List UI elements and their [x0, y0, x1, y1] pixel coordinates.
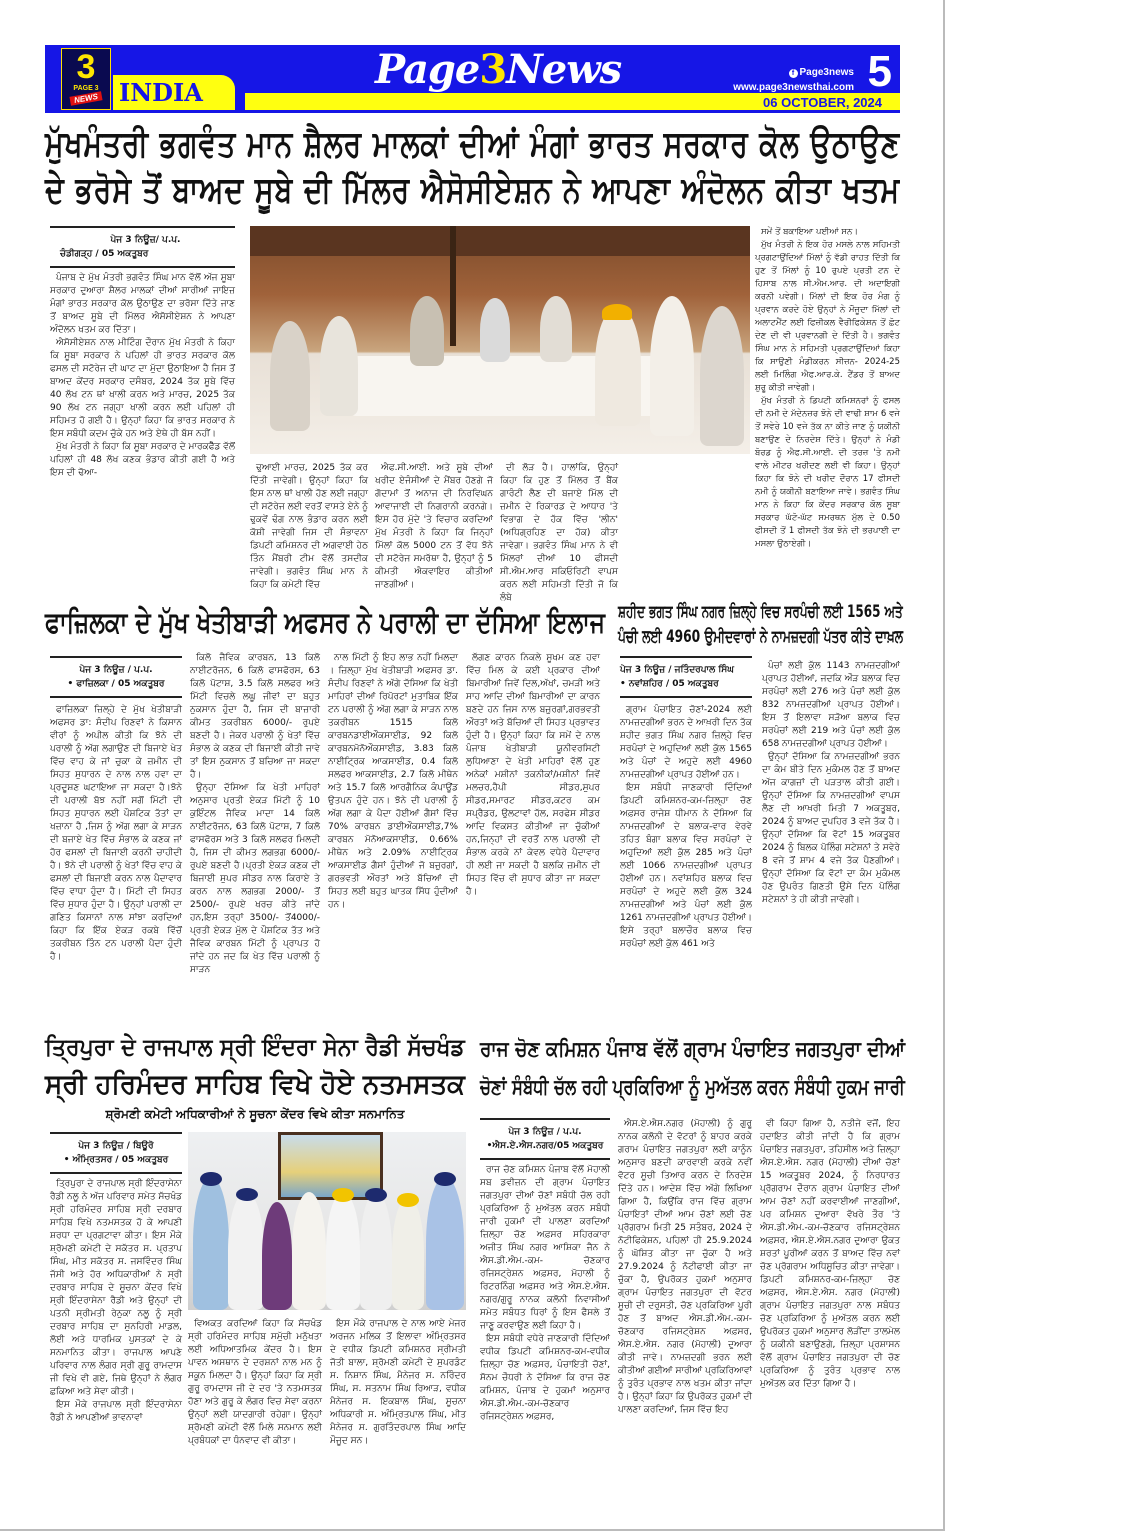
newspaper-title — [375, 46, 622, 93]
paragraph: ਇਸ ਮੌਕੇ ਰਾਜਪਾਲ ਦੇ ਨਾਲ ਆਏ ਮੇਜਰ ਅਰਜਨ ਮਲਿਕ ਤੋਂ ਇਲਾਵਾ ਅੰਮ੍ਰਿਤਸਰ ਦੇ ਵਧੀਕ ਡਿਪਟੀ ਕਮਿਸ਼ਨਰ ਸ੍ਰੀਮਤੀ ਜੋਤੀ ਬਾਲਾ, ਸ਼੍ਰੋਮਣੀ ਕਮੇਟੀ ਦੇ ਸੁਪਰਡੰਟ ਸ. ਨਿਸ਼ਾਨ ਸਿੰਘ, ਮੈਨੇਜਰ ਸ. ਨਰਿੰਦਰ ਸਿੰਘ, ਸ. ਸਤਨਾਮ ਸਿੰਘ ਰਿਆੜ, ਵਧੀਕ ਮੈਨੇਜਰ ਸ. ਇਕਬਾਲ ਸਿੰਘ, ਸੂਚਨਾ ਅਧਿਕਾਰੀ ਸ. ਅੰਮ੍ਰਿਤਪਾਲ ਸਿੰਘ, ਮੀਤ ਮੈਨੇਜਰ ਸ. ਗੁਰਤਿੰਦਰਪਾਲ ਸਿੰਘ ਆਦਿ ਮੌਜੂਦ ਸਨ। — [330, 1319, 466, 1446]
article4-column — [188, 1318, 322, 1474]
article1-column — [755, 226, 900, 590]
logo-news: NEWS — [69, 91, 102, 105]
article5-byline — [480, 1118, 610, 1160]
paragraph: ਕਿਲੋ ਜੈਵਿਕ ਕਾਰਬਨ, 13 ਕਿਲੋ ਨਾਈਟਰੋਜਨ, 6 ਕਿਲੋ ਫਾਸਫੋਰਸ, 63 ਕਿਲੋ ਪੋਟਾਸ਼, 3.5 ਕਿਲੋ ਸਲਫਰ ਅਤੇ ਮਿੱਟੀ ਵਿਚਲੇ ਲਘੂ ਜੀਵਾਂ ਦਾ ਬਹੁਤ ਨੁਕਸਾਨ ਹੁੰਦਾ ਹੈ, ਜਿਸ ਦੀ ਬਾਜ਼ਾਰੀ ਕੀਮਤ ਤਕਰੀਬਨ 6000/- ਰੁਪਏ ਬਣਦੀ ਹੈ। ਜੇਕਰ ਪਰਾਲੀ ਨੂੰ ਖੇਤਾਂ ਵਿੱਚ ਸੰਭਾਲ ਕੇ ਕਣਕ ਦੀ ਬਿਜਾਈ ਕੀਤੀ ਜਾਵੇ ਤਾਂ ਇਸ ਨੁਕਸਾਨ ਤੋਂ ਬਚਿਆ ਜਾ ਸਕਦਾ ਹੈ। — [190, 653, 320, 780]
article2-column — [466, 652, 600, 1016]
page-number: 5 — [867, 47, 892, 96]
paragraph: ਤ੍ਰਿਪੁਰਾ ਦੇ ਰਾਜਪਾਲ ਸ੍ਰੀ ਇੰਦਰਾਸੇਨਾ ਰੈਡੀ ਨਲੂ ਨੇ ਅੱਜ ਪਰਿਵਾਰ ਸਮੇਤ ਸੱਚਖੰਡ ਸ੍ਰੀ ਹਰਿਮੰਦਰ ਸਾਹਿਬ ਸ੍ਰੀ ਦਰਬਾਰ ਸਾਹਿਬ ਵਿਖੇ ਨਤਮਸਤਕ ਹੋ ਕੇ ਆਪਣੀ ਸ਼ਰਧਾ ਦਾ ਪ੍ਰਗਟਾਵਾ ਕੀਤਾ। ਇਸ ਮੌਕੇ ਸ਼੍ਰੋਮਣੀ ਕਮੇਟੀ ਦੇ ਸਕੱਤਰ ਸ. ਪ੍ਰਤਾਪ ਸਿੰਘ, ਮੀਤ ਸਕੱਤਰ ਸ. ਜਸਵਿੰਦਰ ਸਿੰਘ ਜੱਸੀ ਅਤੇ ਹੋਰ ਅਧਿਕਾਰੀਆਂ ਨੇ ਸ੍ਰੀ ਦਰਬਾਰ ਸਾਹਿਬ ਦੇ ਸੂਚਨਾ ਕੇਂਦਰ ਵਿਖੇ ਸ੍ਰੀ ਇੰਦਰਾਸੇਨਾ ਰੈਡੀ ਅਤੇ ਉਨ੍ਹਾਂ ਦੀ ਪਤਨੀ ਸ੍ਰੀਮਤੀ ਰੇਨੁਕਾ ਨਲੂ ਨੂੰ ਸ੍ਰੀ ਦਰਬਾਰ ਸਾਹਿਬ ਦਾ ਸੁਨਹਿਰੀ ਮਾਡਲ, ਲੋਈ ਅਤੇ ਧਾਰਮਿਕ ਪੁਸਤਕਾਂ ਦੇ ਕੇ ਸਨਮਾਨਿਤ ਕੀਤਾ। ਰਾਜਪਾਲ ਆਪਣੇ ਪਰਿਵਾਰ ਨਾਲ ਲੰਗਰ ਸ੍ਰੀ ਗੁਰੂ ਰਾਮਦਾਸ ਜੀ ਵਿਖੇ ਵੀ ਗਏ, ਜਿਥੇ ਉਨ੍ਹਾਂ ਨੇ ਲੰਗਰ ਛਕਿਆ ਅਤੇ ਸੇਵਾ ਕੀਤੀ। — [50, 1179, 182, 1397]
section-label: INDIA — [113, 75, 235, 110]
article5-column — [760, 1118, 900, 1469]
article2-column — [328, 652, 458, 1016]
title-part: Page — [375, 46, 480, 93]
paragraph: ਨਾਲ ਮਿੱਟੀ ਨੂੰ ਇਹ ਲਾਭ ਨਹੀਂ ਮਿਲਦਾ । ਜ਼ਿਲ੍ਹਾ ਮੁੱਖ ਖੇਤੀਬਾੜੀ ਅਫਸਰ ਡਾ. ਸੰਦੀਪ ਰਿਣਵਾਂ ਨੇ ਅੱਗੇ ਦੱਸਿਆ ਕਿ ਖੇਤੀ ਮਾਹਿਰਾਂ ਦੀਆਂ ਰਿਪੋਰਟਾਂ ਮੁਤਾਬਿਕ ਇੱਕ ਟਨ ਪਰਾਲੀ ਨੂੰ ਅੱਗ ਲਗਾ ਕੇ ਸਾੜਨ ਨਾਲ ਤਕਰੀਬਨ 1515 ਕਿਲੋ ਕਾਰਬਨਡਾਈਔਕਸਾਈਡ, 92 ਕਿਲੋ ਕਾਰਬਨਮੋਨੋਔਕਸਾਈਡ, 3.83 ਕਿਲੋ ਨਾਈਟ੍ਰਿਕ ਆਕਸਾਈਡ, 0.4 ਕਿਲੋ ਸਲਫਰ ਆਕਸਾਈਡ, 2.7 ਕਿਲੋ ਮੀਥੇਨ ਅਤੇ 15.7 ਕਿਲੋ ਆਰਗੈਨਿਕ ਕੰਪਾਊਂਡ ਉਤਪਨ ਹੁੰਦੇ ਹਨ। ਝੋਨੇ ਦੀ ਪਰਾਲੀ ਨੂੰ ਅੱਗ ਲਗਾ ਕੇ ਪੈਦਾ ਹੋਈਆਂ ਗੈਸਾਂ ਵਿੱਚ 70% ਕਾਰਬਨ ਡਾਈਔਕਸਾਈਡ,7% ਕਾਰਬਨ ਮੋਨੋਆਕਸਾਈਡ, 0.66% ਮੀਥੇਨ ਅਤੇ 2.09% ਨਾਈਟ੍ਰਿਕ ਆਕਸਾਈਡ ਗੈਸਾਂ ਹੁੰਦੀਆਂ ਜੋ ਬਜ਼ੁਰਗਾਂ, ਗਰਭਵਤੀ ਔਰਤਾਂ ਅਤੇ ਬੱਚਿਆਂ ਦੀ ਸਿਹਤ ਲਈ ਬਹੁਤ ਘਾਤਕ ਸਿੱਧ ਹੁੰਦੀਆਂ ਹਨ। — [328, 653, 458, 910]
paragraph: ਮੁੱਖ ਮੰਤਰੀ ਨੇ ਕਿਹਾ ਕਿ ਸੂਬਾ ਸਰਕਾਰ ਦੇ ਮਾਰਕਫੈੱਡ ਵੱਲੋਂ ਪਹਿਲਾਂ ਹੀ 48 ਲੱਖ ਕਣਕ ਭੰਡਾਰ ਕੀਤੀ ਗਈ ਹੈ ਅਤੇ ਇਸ ਦੀ ਢੋਆ- — [50, 442, 235, 478]
dateline: • ਫਾਜ਼ਿਲਕਾ / 05 ਅਕਤੂਬਰ — [67, 679, 165, 689]
paragraph: ਰਾਜ ਚੋਣ ਕਮਿਸ਼ਨ ਪੰਜਾਬ ਵੱਲੋਂ ਮੋਹਾਲੀ ਸਬ ਡਵੀਜ਼ਨ ਦੀ ਗ੍ਰਾਮ ਪੰਚਾਇਤ ਜਗਤਪੁਰਾ ਦੀਆਂ ਚੋਣਾਂ ਸਬੰਧੀ ਚੱਲ ਰਹੀ ਪ੍ਰਕਿਰਿਆ ਨੂੰ ਮੁਅੱਤਲ ਕਰਨ ਸਬੰਧੀ ਜਾਰੀ ਹੁਕਮਾਂ ਦੀ ਪਾਲਣਾ ਕਰਦਿਆਂ ਜ਼ਿਲ੍ਹਾ ਚੋਣ ਅਫ਼ਸਰ ਸਹਿਰਕਾਰਾ ਅਜੀਤ ਸਿੰਘ ਨਗਰ ਆਸ਼ਿਕਾ ਜੈਨ ਨੇ ਐਸ.ਡੀ.ਐਮ.-ਕਮ- ਚੋਣਕਾਰ ਰਜਿਸਟ੍ਰੇਸ਼ਨ ਅਫ਼ਸਰ, ਮੋਹਾਲੀ ਨੂੰ ਰਿਟਰਨਿੰਗ ਅਫ਼ਸਰ ਅਤੇ ਐਸ.ਏ.ਐਸ. ਨਗਰ/ਗੁਰੂ ਨਾਨਕ ਕਲੋਨੀ ਨਿਵਾਸੀਆਂ ਸਮੇਤ ਸਬੰਧਤ ਧਿਰਾਂ ਨੂੰ ਇਸ ਫੈਸਲੇ ਤੋਂ ਜਾਣੂ ਕਰਵਾਉਣ ਲਈ ਕਿਹਾ ਹੈ। — [480, 1165, 610, 1331]
byline-agency: ਪੇਜ 3 ਨਿਊਜ਼ / ਬਿਊਰੋ — [78, 1141, 154, 1151]
article4-subheadline — [45, 1106, 465, 1122]
page3-logo — [61, 48, 111, 110]
title-part: News — [506, 46, 622, 93]
article1-headline — [45, 122, 900, 214]
golden-temple-honour-photo — [188, 1132, 466, 1310]
article5-column — [618, 1118, 752, 1469]
article2-byline — [50, 656, 182, 698]
paragraph: ਉਨ੍ਹਾ ਦੱਸਿਆ ਕਿ ਖੇਤੀ ਮਾਹਿਰਾਂ ਅਨੁਸਾਰ ਪ੍ਰਤੀ ਏਕੜ ਮਿੱਟੀ ਨੂੰ 10 ਕੁਇੰਟਲ ਜੈਵਿਕ ਮਾਦਾ 14 ਕਿਲੋ ਨਾਈਟਰੋਜਨ, 63 ਕਿਲੋ ਪੋਟਾਸ਼, 7 ਕਿਲੋ ਫਾਸਫੋਰਸ ਅਤੇ 3 ਕਿਲੋ ਸਲਫਰ ਮਿਲਦੀ ਹੈ, ਜਿਸ ਦੀ ਕੀਮਤ ਲਗਭਗ 6000/- ਰੁਪਏ ਬਣਦੀ ਹੈ।ਪ੍ਰਤੀ ਏਕੜ ਕਣਕ ਦੀ ਬਿਜਾਈ ਸੁਪਰ ਸੀਡਰ ਨਾਲ ਕਿਰਾਏ ਤੇ ਕਰਨ ਨਾਲ ਲਗਭਗ 2000/- ਤੋਂ 2500/- ਰੁਪਏ ਖਰਚ ਕੀਤੇ ਜਾਂਦੇ ਹਨ,ਇਸ ਤਰ੍ਹਾਂ 3500/- ਤੋਂ4000/-ਪ੍ਰਤੀ ਏਕੜ ਮੁੱਲ ਦੇ ਪੌਸ਼ਟਿਕ ਤੱਤ ਅਤੇ ਜੈਵਿਕ ਕਾਰਬਨ ਮਿੱਟੀ ਨੂੰ ਪ੍ਰਾਪਤ ਹੋ ਜਾਂਦੇ ਹਨ ਜਦ ਕਿ ਖੇਤ ਵਿੱਚ ਪਰਾਲੀ ਨੂੰ ਸਾੜਨ — [190, 783, 320, 975]
paragraph: ਪੰਚਾਂ ਲਈ ਕੁੱਲ 1143 ਨਾਮਜ਼ਦਗੀਆਂ ਪ੍ਰਾਪਤ ਹੋਈਆਂ, ਜਦਕਿ ਔੜ ਬਲਾਕ ਵਿਚ ਸਰਪੰਚਾਂ ਲਈ 276 ਅਤੇ ਪੰਚਾਂ ਲਈ ਕੁੱਲ 832 ਨਾਮਜ਼ਦਗੀਆਂ ਪ੍ਰਾਪਤ ਹੋਈਆਂ। ਇਸ ਤੋਂ ਇਲਾਵਾ ਸੜੋਆ ਬਲਾਕ ਵਿਚ ਸਰਪੰਚਾਂ ਲਈ 219 ਅਤੇ ਪੰਚਾਂ ਲਈ ਕੁੱਲ 658 ਨਾਮਜ਼ਦਗੀਆਂ ਪ੍ਰਾਪਤ ਹੋਈਆਂ। — [762, 661, 900, 749]
paragraph: ਐਸੋਸੀਏਸ਼ਨ ਨਾਲ ਮੀਟਿੰਗ ਦੌਰਾਨ ਮੁੱਖ ਮੰਤਰੀ ਨੇ ਕਿਹਾ ਕਿ ਸੂਬਾ ਸਰਕਾਰ ਨੇ ਪਹਿਲਾਂ ਹੀ ਭਾਰਤ ਸਰਕਾਰ ਕੋਲ ਫਸਲ ਦੀ ਸਟੋਰੇਜ ਦੀ ਘਾਟ ਦਾ ਮੁੱਦਾ ਉਠਾਇਆ ਹੈ ਜਿਸ ਤੋਂ ਬਾਅਦ ਕੇਂਦਰ ਸਰਕਾਰ ਦਸੰਬਰ, 2024 ਤੱਕ ਸੂਬੇ ਵਿੱਚ 40 ਲੱਖ ਟਨ ਥਾਂ ਖਾਲੀ ਕਰਨ ਅਤੇ ਮਾਰਚ, 2025 ਤੱਕ 90 ਲੱਖ ਟਨ ਜਗ੍ਹਾ ਖਾਲੀ ਕਰਨ ਲਈ ਪਹਿਲਾਂ ਹੀ ਸਹਿਮਤ ਹੋ ਗਈ ਹੈ। ਉਨ੍ਹਾਂ ਕਿਹਾ ਕਿ ਭਾਰਤ ਸਰਕਾਰ ਨੇ ਇਸ ਸਬੰਧੀ ਕਦਮ ਚੁੱਕੇ ਹਨ ਅਤੇ ਏਥੇ ਹੀ ਬੱਸ ਨਹੀਂ। — [50, 338, 235, 439]
article1-column — [500, 462, 618, 603]
logo-number: 3 — [76, 48, 96, 86]
paragraph: ਇਸ ਸਬੰਧੀ ਜਾਣਕਾਰੀ ਦਿੰਦਿਆਂ ਡਿਪਟੀ ਕਮਿਸ਼ਨਰ-ਕਮ-ਜ਼ਿਲ੍ਹਾ ਚੋਣ ਅਫ਼ਸਰ ਰਾਜੇਸ਼ ਧੀਮਾਨ ਨੇ ਦੱਸਿਆ ਕਿ ਨਾਮਜ਼ਦਗੀਆਂ ਦੇ ਬਲਾਕ-ਵਾਰ ਵੇਰਵੇ ਤਹਿਤ ਬੰਗਾ ਬਲਾਕ ਵਿਚ ਸਰਪੰਚਾਂ ਦੇ ਅਹੁਦਿਆਂ ਲਈ ਕੁੱਲ 285 ਅਤੇ ਪੰਚਾਂ ਲਈ 1066 ਨਾਮਜ਼ਦਗੀਆਂ ਪ੍ਰਾਪਤ ਹੋਈਆਂ ਹਨ। ਨਵਾਂਸ਼ਹਿਰ ਬਲਾਕ ਵਿਚ ਸਰਪੰਚਾਂ ਦੇ ਅਹੁਦੇ ਲਈ ਕੁੱਲ 324 ਨਾਮਜ਼ਦਗੀਆਂ ਅਤੇ ਪੰਚਾਂ ਲਈ ਕੁੱਲ 1261 ਨਾਮਜ਼ਦਗੀਆਂ ਪ੍ਰਾਪਤ ਹੋਈਆਂ। ਇਸੇ ਤਰ੍ਹਾਂ ਬਲਾਚੌਰ ਬਲਾਕ ਵਿਚ ਸਰਪੰਚਾਂ ਲਈ ਕੁੱਲ 461 ਅਤੇ — [620, 783, 752, 949]
masthead — [45, 45, 900, 113]
logo-sub: PAGE 3 — [73, 85, 99, 92]
paragraph: ਇਸ ਮੌਕੇ ਰਾਜਪਾਲ ਸ੍ਰੀ ਇੰਦਰਾਸੇਨਾ ਰੈਡੀ ਨੇ ਆਪਣੀਆਂ ਭਾਵਨਾਵਾਂ — [50, 1400, 182, 1423]
paragraph: ਫਾਜ਼ਿਲਕਾ ਜ਼ਿਲ੍ਹੇ ਦੇ ਮੁੱਖ ਖੇਤੀਬਾੜੀ ਅਫਸਰ ਡਾ: ਸੰਦੀਪ ਰਿਣਵਾਂ ਨੇ ਕਿਸਾਨ ਵੀਰਾਂ ਨੂੰ ਅਪੀਲ ਕੀਤੀ ਕਿ ਝੋਨੇ ਦੀ ਪਰਾਲੀ ਨੂੰ ਅੱਗ ਲਗਾਉਣ ਦੀ ਬਿਜਾਏ ਖੇਤ ਵਿੱਚ ਵਾਹ ਕੇ ਜਾਂ ਚੁਕਾ ਕੇ ਜ਼ਮੀਨ ਦੀ ਸਿਹਤ ਸੁਧਾਰਨ ਦੇ ਨਾਲ ਨਾਲ ਹਵਾ ਦਾ ਪ੍ਰਦੂਸ਼ਣ ਘਟਾਇਆ ਜਾ ਸਕਦਾ ਹੈ।ਝੋਨੇ ਦੀ ਪਰਾਲੀ ਬੋਝ ਨਹੀਂ ਸਗੋਂ ਮਿੱਟੀ ਦੀ ਸਿਹਤ ਸੁਧਾਰਨ ਲਈ ਪੌਸ਼ਟਿਕ ਤੱਤਾਂ ਦਾ ਖਜ਼ਾਨਾ ਹੈ ,ਜਿਸ ਨੂੰ ਅੱਗ ਲਗਾ ਕੇ ਸਾੜਨ ਦੀ ਬਜਾਏ ਖੇਤ ਵਿੱਚ ਸੰਭਾਲ ਕੇ ਕਣਕ ਜਾਂ ਹੋਰ ਫਸਲਾਂ ਦੀ ਬਿਜਾਈ ਕਰਨੀ ਚਾਹੀਦੀ ਹੈ। ਝੋਨੇ ਦੀ ਪਰਾਲੀ ਨੂੰ ਖੇਤਾਂ ਵਿੱਚ ਵਾਹ ਕੇ ਫਸਲਾਂ ਦੀ ਬਿਜਾਈ ਕਰਨ ਨਾਲ ਪੈਦਾਵਾਰ ਵਿੱਚ ਵਾਧਾ ਹੁੰਦਾ ਹੈ। ਮਿੱਟੀ ਦੀ ਸਿਹਤ ਵਿੱਚ ਸੁਧਾਰ ਹੁੰਦਾ ਹੈ। ਉਨ੍ਹਾਂ ਪਰਾਲੀ ਦਾ ਗਣਿਤ ਕਿਸਾਨਾਂ ਨਾਲ ਸਾਂਝਾ ਕਰਦਿਆਂ ਕਿਹਾ ਕਿ ਇੱਕ ਏਕੜ ਰਕਬੇ ਵਿੱਚੋਂ ਤਕਰੀਬਨ ਤਿੰਨ ਟਨ ਪਰਾਲੀ ਪੈਦਾ ਹੁੰਦੀ ਹੈ। — [50, 705, 182, 962]
article3-byline — [620, 656, 752, 698]
headline-line: ਚੋਣਾਂ ਸੰਬੰਧੀ ਚੱਲ ਰਹੀ ਪ੍ਰਕਿਰਿਆ ਨੂੰ ਮੁਅੱਤਲ ਕਰਨ ਸੰਬੰਧੀ ਹੁਕਮ ਜਾਰੀ — [480, 1075, 905, 1099]
article3-column — [762, 660, 900, 1011]
paragraph: ਸਮੇਂ ਤੋਂ ਬਕਾਇਆ ਪਈਆਂ ਸਨ। — [761, 227, 859, 237]
meeting-photo — [250, 226, 750, 454]
paragraph: ਮੁੱਖ ਮੰਤਰੀ ਨੇ ਇਕ ਹੋਰ ਮਸਲੇ ਨਾਲ ਸਹਿਮਤੀ ਪ੍ਰਗਟਾਉਂਦਿਆਂ ਮਿੱਲਾਂ ਨੂੰ ਵੱਡੀ ਰਾਹਤ ਦਿੱਤੀ ਕਿ ਹੁਣ ਤੋਂ ਮਿੱਲਾਂ ਨੂੰ 10 ਰੁਪਏ ਪ੍ਰਤੀ ਟਨ ਦੇ ਹਿਸਾਬ ਨਾਲ ਸੀ.ਐਮ.ਆਰ. ਦੀ ਅਦਾਇਗੀ ਕਰਨੀ ਪਵੇਗੀ। ਮਿੱਲਾਂ ਦੀ ਇਕ ਹੋਰ ਮੰਗ ਨੂੰ ਪ੍ਰਵਾਨ ਕਰਦੇ ਹੋਏ ਉਨ੍ਹਾਂ ਨੇ ਮੌਜੂਦਾ ਮਿੱਲਾਂ ਦੀ ਅਲਾਟਮੈਂਟ ਲਈ ਫਿਜ਼ੀਕਲ ਵੈਰੀਫਿਕੇਸ਼ਨ ਤੋਂ ਛੋਟ ਦੇਣ ਦੀ ਵੀ ਪ੍ਰਵਾਨਗੀ ਦੇ ਦਿੱਤੀ ਹੈ। ਭਗਵੰਤ ਸਿੰਘ ਮਾਨ ਨੇ ਸਹਿਮਤੀ ਪ੍ਰਗਟਾਉਂਦਿਆਂ ਕਿਹਾ ਕਿ ਸਾਉਣੀ ਮੰਡੀਕਰਨ ਸੀਜ਼ਨ- 2024-25 ਲਈ ਮਿਲਿੰਗ ਐਫ.ਆਰ.ਕੇ. ਟੈਂਡਰ ਤੋਂ ਬਾਅਦ ਸ਼ੁਰੂ ਕੀਤੀ ਜਾਵੇਗੀ। — [755, 240, 900, 393]
article4-headline — [45, 1028, 465, 1104]
headline-line: ਸ੍ਰੀ ਹਰਿਮੰਦਰ ਸਾਹਿਬ ਵਿਖੇ ਹੋਏ ਨਤਮਸਤਕ — [45, 1069, 465, 1100]
headline-line: ਪੰਚੀ ਲਈ 4960 ਉਮੀਦਵਾਰਾਂ ਨੇ ਨਾਮਜ਼ਦਗੀ ਪੱਤਰ ਕੀਤੇ ਦਾਖ਼ਲ — [618, 627, 904, 647]
paragraph: ਮੁੱਖ ਮੰਤਰੀ ਨੇ ਡਿਪਟੀ ਕਮਿਸ਼ਨਰਾਂ ਨੂੰ ਫਸਲ ਦੀ ਨਮੀ ਦੇ ਮੱਦੇਨਜ਼ਰ ਝੋਨੇ ਦੀ ਵਾਢੀ ਸ਼ਾਮ 6 ਵਜੇ ਤੋਂ ਸਵੇਰੇ 10 ਵਜੇ ਤੱਕ ਨਾ ਕੀਤੇ ਜਾਣ ਨੂੰ ਯਕੀਨੀ ਬਣਾਉਣ ਦੇ ਨਿਰਦੇਸ਼ ਦਿੱਤੇ। ਉਨ੍ਹਾਂ ਨੇ ਮੰਡੀ ਬੋਰਡ ਨੂੰ ਐਫ.ਸੀ.ਆਈ. ਦੀ ਤਰਜ਼ 'ਤੇ ਨਮੀ ਵਾਲੇ ਮੀਟਰ ਖਰੀਦਣ ਲਈ ਵੀ ਕਿਹਾ। ਉਨ੍ਹਾਂ ਕਿਹਾ ਕਿ ਝੋਨੇ ਦੀ ਖਰੀਦ ਦੌਰਾਨ 17 ਫੀਸਦੀ ਨਮੀ ਨੂੰ ਯਕੀਨੀ ਬਣਾਇਆ ਜਾਵੇ। ਭਗਵੰਤ ਸਿੰਘ ਮਾਨ ਨੇ ਕਿਹਾ ਕਿ ਕੇਂਦਰ ਸਰਕਾਰ ਕੋਲ ਸੂਬਾ ਸਰਕਾਰ ਘੱਟੋ-ਘੱਟ ਸਮਰਥਨ ਮੁੱਲ ਦੇ 0.50 ਫੀਸਦੀ ਤੋਂ 1 ਫੀਸਦੀ ਤੱਕ ਝੋਨੇ ਦੀ ਭਰਪਾਈ ਦਾ ਮਸਲਾ ਉਠਾਏਗੀ। — [755, 396, 900, 549]
headline-line: ਮੁੱਖਮੰਤਰੀ ਭਗਵੰਤ ਮਾਨ ਸ਼ੈਲਰ ਮਾਲਕਾਂ ਦੀਆਂ ਮੰਗਾਂ ਭਾਰਤ ਸਰਕਾਰ ਕੋਲ ਉਠਾਉਣ — [45, 124, 900, 165]
article5-column — [480, 1164, 610, 1476]
website-url: www.page3newsthai.com — [733, 82, 854, 93]
byline-agency: ਪੇਜ 3 ਨਿਊਜ਼/ ਪ.ਪ. — [110, 235, 181, 245]
byline-agency: ਪੇਜ 3 ਨਿਊਜ਼ / ਜਤਿੰਦਰਪਾਲ ਸਿੰਘ — [620, 665, 734, 675]
paragraph: ਲੱਗਣ ਕਾਰਨ ਨਿਕਲੇ ਸੂਖਮ ਕਣ ਹਵਾ ਵਿੱਚ ਮਿਲ ਕੇ ਕਈ ਪ੍ਰਕਾਰ ਦੀਆਂ ਬਿਮਾਰੀਆਂ ਜਿਵੇਂ ਦਿਲ,ਅੱਖਾਂ, ਚਮੜੀ ਅਤੇ ਸਾਹ ਆਦਿ ਦੀਆਂ ਬਿਮਾਰੀਆਂ ਦਾ ਕਾਰਨ ਬਣਦੇ ਹਨ ਜਿਸ ਨਾਲ ਬਜ਼ੁਰਗਾਂ,ਗਰਭਵਤੀ ਔਰਤਾਂ ਅਤੇ ਬੱਚਿਆਂ ਦੀ ਸਿਹਤ ਪ੍ਰਭਾਵਤ ਹੁੰਦੀ ਹੈ। ਉਨ੍ਹਾਂ ਕਿਹਾ ਕਿ ਸਮੇਂ ਦੇ ਨਾਲ ਪੰਜਾਬ ਖੇਤੀਬਾੜੀ ਯੂਨੀਵਰਸਿਟੀ ਲੁਧਿਆਣਾ ਦੇ ਖੇਤੀ ਮਾਹਿਰਾਂ ਵੱਲੋਂ ਹੁਣ ਅਨੇਕਾਂ ਮਸ਼ੀਨਾਂ ਤਕਨੀਕਾਂ/ਮਸ਼ੀਨਾਂ ਜਿਵੇਂ ਮਲਚਰ,ਹੈਪੀ ਸੀਡਰ,ਸੁਪਰ ਸੀਡਰ,ਸਮਾਰਟ ਸੀਡਰ,ਕਟਰ ਕਮ ਸਪ੍ਰੈਡਰ, ਉਲਟਾਵਾਂ ਹੱਲ, ਸਰਫੇਸ ਸੀਡਰ ਆਦਿ ਵਿਕਸਤ ਕੀਤੀਆਂ ਜਾ ਚੁੱਕੀਆਂ ਹਨ,ਜਿਨ੍ਹਾਂ ਦੀ ਵਰਤੋਂ ਨਾਲ ਪਰਾਲੀ ਦੀ ਸੰਭਾਲ ਕਰਕੇ ਨਾਂ ਕੇਵਲ ਵਧੇਰੇ ਪੈਦਾਵਾਰ ਹੀ ਲਈ ਜਾ ਸਕਦੀ ਹੈ ਬਲਕਿ ਜ਼ਮੀਨ ਦੀ ਸਿਹਤ ਵਿੱਚ ਵੀ ਸੁਧਾਰ ਕੀਤਾ ਜਾ ਸਕਦਾ ਹੈ। — [466, 653, 600, 897]
issue-date: 06 OCTOBER, 2024 — [763, 95, 882, 110]
facebook-icon: f — [789, 69, 798, 78]
dateline: •ਐਸ.ਏ.ਐਸ.ਨਗਰ/05 ਅਕਤੂਬਰ — [486, 1141, 604, 1151]
article4-byline — [50, 1132, 182, 1174]
facebook-handle — [789, 67, 854, 78]
article5-headline — [480, 1030, 905, 1106]
subheadline-line: ਸ਼੍ਰੋਮਣੀ ਕਮੇਟੀ ਅਧਿਕਾਰੀਆਂ ਨੇ ਸੂਚਨਾ ਕੇਂਦਰ ਵਿਖੇ ਕੀਤਾ ਸਨਮਾਨਿਤ — [105, 1107, 405, 1121]
paragraph: ਪੰਜਾਬ ਦੇ ਮੁੱਖ ਮੰਤਰੀ ਭਗਵੰਤ ਸਿੰਘ ਮਾਨ ਵੱਲੋਂ ਅੱਜ ਸੂਬਾ ਸਰਕਾਰ ਦੁਆਰਾ ਸ਼ੈਲਰ ਮਾਲਕਾਂ ਦੀਆਂ ਸਾਰੀਆਂ ਜਾਇਜ਼ ਮੰਗਾਂ ਭਾਰਤ ਸਰਕਾਰ ਕੋਲ ਉਠਾਉਣ ਦਾ ਭਰੋਸਾ ਦਿੱਤੇ ਜਾਣ ਤੋਂ ਬਾਅਦ ਸੂਬੇ ਦੀ ਮਿੱਲਰ ਐਸੋਸੀਏਸ਼ਨ ਨੇ ਆਪਣਾ ਅੰਦੋਲਨ ਖਤਮ ਕਰ ਦਿੱਤਾ। — [50, 273, 235, 335]
byline-agency: ਪੇਜ 3 ਨਿਊਜ਼ / ਪ.ਪ. — [508, 1127, 582, 1137]
paragraph: ਢੁਆਈ ਮਾਰਚ, 2025 ਤੱਕ ਕਰ ਦਿੱਤੀ ਜਾਵੇਗੀ। ਉਨ੍ਹਾਂ ਕਿਹਾ ਕਿ ਇਸ ਨਾਲ ਥਾਂ ਖਾਲੀ ਹੋਣ ਲਈ ਜਗ੍ਹਾ ਦੀ ਸਟੋਰੇਜ ਲਈ ਵਰਤੋਂ ਵਾਸਤੇ ਏਨੇ ਨੂੰ ਢੁਕਵੇਂ ਢੰਗ ਨਾਲ ਭੰਡਾਰ ਕਰਨ ਲਈ ਕੋਸ਼ੀ ਜਾਵੇਗੀ ਜਿਸ ਦੀ ਸੰਭਾਵਨਾ ਡਿਪਟੀ ਕਮਿਸ਼ਨਰ ਦੀ ਅਗਵਾਈ ਹੇਠ ਤਿੰਨ ਮੈਂਬਰੀ ਟੀਮ ਵੱਲੋਂ ਤਸਦੀਕ ਜਾਵੇਗੀ। ਭਗਵੰਤ ਸਿੰਘ ਮਾਨ ਨੇ ਕਿਹਾ ਕਿ ਕਮੇਟੀ ਵਿੱਚ — [250, 463, 368, 590]
dateline: ਚੰਡੀਗੜ੍ਹ / 05 ਅਕਤੂਬਰ — [60, 249, 149, 259]
article4-column — [330, 1318, 466, 1474]
paragraph: ਗ੍ਰਾਮ ਪੰਚਾਇਤ ਚੋਣਾਂ-2024 ਲਈ ਨਾਮਜ਼ਦਗੀਆਂ ਭਰਨ ਦੇ ਆਖ਼ਰੀ ਦਿਨ ਤੱਕ ਸ਼ਹੀਦ ਭਗਤ ਸਿੰਘ ਨਗਰ ਜ਼ਿਲ੍ਹੇ ਵਿਚ ਸਰਪੰਚਾਂ ਦੇ ਅਹੁਦਿਆਂ ਲਈ ਕੁੱਲ 1565 ਅਤੇ ਪੰਚਾਂ ਦੇ ਅਹੁਦੇ ਲਈ 4960 ਨਾਮਜ਼ਦਗੀਆਂ ਪ੍ਰਾਪਤ ਹੋਈਆਂ ਹਨ। — [620, 705, 752, 780]
article1-column — [50, 272, 235, 584]
headline-line: ਤ੍ਰਿਪੁਰਾ ਦੇ ਰਾਜਪਾਲ ਸ੍ਰੀ ਇੰਦਰਾ ਸੇਨਾ ਰੈਡੀ ਸੱਚਖੰਡ — [45, 1033, 465, 1061]
headline-line: ਸ਼ਹੀਦ ਭਗਤ ਸਿੰਘ ਨਗਰ ਜ਼ਿਲ੍ਹੇ ਵਿਚ ਸਰਪੰਚੀ ਲਈ 1565 ਅਤੇ — [618, 602, 903, 622]
paragraph: ਵਿਅਕਤ ਕਰਦਿਆਂ ਕਿਹਾ ਕਿ ਸੱਚਖੰਡ ਸ੍ਰੀ ਹਰਿਮੰਦਰ ਸਾਹਿਬ ਸਮੁੱਚੀ ਮਨੁੱਖਤਾ ਲਈ ਅਧਿਆਤਮਿਕ ਕੇਂਦਰ ਹੈ। ਇਸ ਪਾਵਨ ਅਸਥਾਨ ਦੇ ਦਰਸ਼ਨਾਂ ਨਾਲ ਮਨ ਨੂੰ ਸਕੂਨ ਮਿਲਦਾ ਹੈ। ਉਨ੍ਹਾਂ ਕਿਹਾ ਕਿ ਸ੍ਰੀ ਗੁਰੂ ਰਾਮਦਾਸ ਜੀ ਦੇ ਦਰ 'ਤੇ ਨਤਮਸਤਕ ਹੋਣਾ ਅਤੇ ਗੁਰੂ ਕੇ ਲੰਗਰ ਵਿਚ ਸੇਵਾ ਕਰਨਾ ਉਨ੍ਹਾਂ ਲਈ ਯਾਦਗਾਰੀ ਰਹੇਗਾ। ਉਨ੍ਹਾਂ ਸ਼੍ਰੋਮਣੀ ਕਮੇਟੀ ਵੱਲੋਂ ਮਿਲੇ ਸਨਮਾਨ ਲਈ ਪ੍ਰਬੰਧਕਾਂ ਦਾ ਧੰਨਵਾਦ ਵੀ ਕੀਤਾ। — [188, 1319, 322, 1446]
paragraph: ਇਸ ਸਬੰਧੀ ਵਧੇਰੇ ਜਾਣਕਾਰੀ ਦਿੰਦਿਆਂ ਵਧੀਕ ਡਿਪਟੀ ਕਮਿਸ਼ਨਰ-ਕਮ-ਵਧੀਕ ਜ਼ਿਲ੍ਹਾ ਚੋਣ ਅਫ਼ਸਰ, ਪੰਚਾਇਤੀ ਚੋਣਾਂ, ਸੋਨਮ ਚੌਧਰੀ ਨੇ ਦੱਸਿਆ ਕਿ ਰਾਜ ਚੋਣ ਕਮਿਸ਼ਨ, ਪੰਜਾਬ ਦੇ ਹੁਕਮਾਂ ਅਨੁਸਾਰ ਐਸ.ਡੀ.ਐਮ.-ਕਮ-ਚੋਣਕਾਰ ਰਜਿਸਟ੍ਰੇਸ਼ਨ ਅਫ਼ਸਰ, — [480, 1334, 610, 1422]
article2-column — [190, 652, 320, 1016]
dateline: • ਨਵਾਂਸ਼ਹਿਰ / 05 ਅਕਤੂਬਰ — [620, 679, 719, 689]
headline-line: ਰਾਜ ਚੋਣ ਕਮਿਸ਼ਨ ਪੰਜਾਬ ਵੱਲੋਂ ਗ੍ਰਾਮ ਪੰਚਾਇਤ ਜਗਤਪੁਰਾ ਦੀਆਂ — [480, 1037, 906, 1061]
article1-column — [250, 462, 368, 590]
article3-headline — [618, 600, 903, 650]
article4-column — [50, 1178, 182, 1477]
byline-agency: ਪੇਜ 3 ਨਿਊਜ਼ / ਪ.ਪ. — [79, 665, 153, 675]
paragraph: ਐਸ.ਏ.ਐਸ.ਨਗਰ (ਮੋਹਾਲੀ) ਨੂੰ ਗੁਰੂ ਨਾਨਕ ਕਲੋਨੀ ਦੇ ਵੋਟਰਾਂ ਨੂੰ ਬਾਹਰ ਕਰਕੇ ਗਰਾਮ ਪੰਚਾਇਤ ਜਗਤਪੁਰਾ ਲਈ ਕਾਨੂੰਨ ਅਨੁਸਾਰ ਬਣਦੀ ਕਾਰਵਾਈ ਕਰਕੇ ਨਵੀਂ ਵੋਟਰ ਸੂਚੀ ਤਿਆਰ ਕਰਨ ਦੇ ਨਿਰਦੇਸ਼ ਦਿੱਤੇ ਹਨ। ਆਦੇਸ਼ ਵਿੱਚ ਅੱਗੇ ਲਿਖਿਆ ਗਿਆ ਹੈ, ਕਿਉਂਕਿ ਰਾਜ ਵਿੱਚ ਗ੍ਰਾਮ ਪੰਚਾਇਤਾਂ ਦੀਆਂ ਆਮ ਚੋਣਾਂ ਲਈ ਚੋਣ ਪ੍ਰੋਗਰਾਮ ਮਿਤੀ 25 ਸਤੰਬਰ, 2024 ਦੇ ਨੋਟੀਫਿਕੇਸ਼ਨ, ਪਹਿਲਾਂ ਹੀ 25.9.2024 ਨੂੰ ਘੋਸ਼ਿਤ ਕੀਤਾ ਜਾ ਚੁੱਕਾ ਹੈ ਅਤੇ 27.9.2024 ਨੂੰ ਨੋਟੀਫਾਈ ਕੀਤਾ ਜਾ ਚੁੱਕਾ ਹੈ, ਉਪਰੋਕਤ ਹੁਕਮਾਂ ਅਨੁਸਾਰ ਗ੍ਰਾਮ ਪੰਚਾਇਤ ਜਗਤਪੁਰਾ ਦੀ ਵੋਟਰ ਸੂਚੀ ਦੀ ਦਰੁਸਤੀ, ਚੋਣ ਪ੍ਰਕਿਰਿਆ ਪੂਰੀ ਹੋਣ ਤੋਂ ਬਾਅਦ ਐਸ.ਡੀ.ਐਮ.-ਕਮ-ਚੋਣਕਾਰ ਰਜਿਸਟ੍ਰੇਸ਼ਨ ਅਫ਼ਸਰ, ਐਸ.ਏ.ਐਸ. ਨਗਰ (ਮੋਹਾਲੀ) ਦੁਆਰਾ ਕੀਤੀ ਜਾਵੇ। ਨਾਮਜ਼ਦਗੀ ਭਰਨ ਲਈ ਕੀਤੀਆਂ ਗਈਆਂ ਸਾਰੀਆਂ ਪ੍ਰਕਿਰਿਆਵਾਂ ਨੂੰ ਤੁਰੰਤ ਪ੍ਰਭਾਵ ਨਾਲ ਖਤਮ ਕੀਤਾ ਜਾਂਦਾ ਹੈ। ਉਨ੍ਹਾਂ ਕਿਹਾ ਕਿ ਉਪਰੋਕਤ ਹੁਕਮਾਂ ਦੀ ਪਾਲਣਾ ਕਰਦਿਆਂ, ਜਿਸ ਵਿੱਚ ਇਹ — [618, 1119, 752, 1415]
headline-line: ਫਾਜ਼ਿਲਕਾ ਦੇ ਮੁੱਖ ਖੇਤੀਬਾੜੀ ਅਫਸਰ ਨੇ ਪਰਾਲੀ ਦਾ ਦੱਸਿਆ ਇਲਾਜ — [45, 605, 605, 639]
paragraph: ਐਫ.ਸੀ.ਆਈ. ਅਤੇ ਸੂਬੇ ਦੀਆਂ ਖਰੀਦ ਏਜੰਸੀਆਂ ਦੇ ਮੈਂਬਰ ਹੋਣਗੇ ਜੋ ਗੋਦਾਮਾਂ ਤੋਂ ਅਨਾਜ ਦੀ ਨਿਰਵਿਘਨ ਆਵਾਜਾਈ ਦੀ ਨਿਗਰਾਨੀ ਕਰਨਗੇ। ਇਸ ਹੋਰ ਮੁੱਦੇ 'ਤੇ ਵਿਚਾਰ ਕਰਦਿਆਂ ਮੁੱਖ ਮੰਤਰੀ ਨੇ ਕਿਹਾ ਕਿ ਜਿਨ੍ਹਾਂ ਮਿੱਲਾਂ ਕੋਲ 5000 ਟਨ ਤੋਂ ਵੱਧ ਝੋਨੇ ਦੀ ਸਟੋਰੇਜ ਸਮਰੱਥਾ ਹੈ, ਉਨ੍ਹਾਂ ਨੂੰ 5 ਕੀਮਤੀ ਐਕਵਾਇਰ ਕੀਤੀਆਂ ਜਾਣਗੀਆਂ। — [375, 463, 493, 590]
paragraph: ਦੀ ਲੋੜ ਹੈ। ਹਾਲਾਂਕਿ, ਉਨ੍ਹਾਂ ਕਿਹਾ ਕਿ ਹੁਣ ਤੋਂ ਮਿੱਲਰ ਤੋਂ ਬੈਂਕ ਗਾਰੰਟੀ ਲੈਣ ਦੀ ਬਜਾਏ ਮਿੱਲ ਦੀ ਜ਼ਮੀਨ ਦੇ ਰਿਕਾਰਡ ਦੇ ਆਧਾਰ 'ਤੇ ਵਿਭਾਗ ਦੇ ਹੱਕ ਵਿੱਚ 'ਲੀਨ' (ਅਧਿਗ੍ਰਹਿਣ ਦਾ ਹੱਕ) ਕੀਤਾ ਜਾਵੇਗਾ। ਭਗਵੰਤ ਸਿੰਘ ਮਾਨ ਨੇ ਵੀ ਮਿੱਲਰਾਂ ਦੀਆਂ 10 ਫੀਸਦੀ ਸੀ.ਐਮ.ਆਰ ਸਕਿਓਰਿਟੀ ਵਾਪਸ ਕਰਨ ਲਈ ਸਹਿਮਤੀ ਦਿੱਤੀ ਜੋ ਕਿ ਲੰਬੇ — [500, 463, 618, 603]
article1-byline — [50, 226, 235, 268]
title-number: 3 — [479, 46, 507, 93]
article1-column — [375, 462, 493, 590]
article2-headline — [45, 600, 605, 644]
masthead-bottom-rule — [45, 110, 900, 113]
dateline: • ਅੰਮ੍ਰਿਤਸਰ / 05 ਅਕਤੂਬਰ — [63, 1155, 169, 1165]
paragraph: ਉਨ੍ਹਾਂ ਦੱਸਿਆ ਕਿ ਨਾਮਜ਼ਦਗੀਆਂ ਭਰਨ ਦਾ ਕੰਮ ਬੀਤੇ ਦਿਨ ਮੁਕੰਮਲ ਹੋਣ ਤੋਂ ਬਾਅਦ ਅੱਜ ਕਾਗਜ਼ਾਂ ਦੀ ਪੜਤਾਲ ਕੀਤੀ ਗਈ। ਉਨ੍ਹਾਂ ਦੱਸਿਆ ਕਿ ਨਾਮਜ਼ਦਗੀਆਂ ਵਾਪਸ ਲੈਣ ਦੀ ਆਖ਼ਰੀ ਮਿਤੀ 7 ਅਕਤੂਬਰ, 2024 ਨੂੰ ਬਾਅਦ ਦੁਪਹਿਰ 3 ਵਜੇ ਤੱਕ ਹੈ। ਉਨ੍ਹਾਂ ਦੱਸਿਆ ਕਿ ਵੋਟਾਂ 15 ਅਕਤੂਬਰ 2024 ਨੂੰ ਬਿਲਕ ਪੋਲਿੰਗ ਸਟੇਸ਼ਨਾਂ ਤੇ ਸਵੇਰੇ 8 ਵਜੇ ਤੋਂ ਸ਼ਾਮ 4 ਵਜੇ ਤੱਕ ਪੈਣਗੀਆਂ। ਉਨ੍ਹਾਂ ਦੱਸਿਆ ਕਿ ਵੋਟਾਂ ਦਾ ਕੰਮ ਮੁਕੰਮਲ ਹੋਣ ਉਪਰੰਤ ਗਿਣਤੀ ਉਸੇ ਦਿਨ ਪੋਲਿੰਗ ਸਟੇਸ਼ਨਾਂ ਤੇ ਹੀ ਕੀਤੀ ਜਾਵੇਗੀ। — [762, 752, 900, 905]
headline-line: ਦੇ ਭਰੋਸੇ ਤੋਂ ਬਾਅਦ ਸੂਬੇ ਦੀ ਮਿੱਲਰ ਐਸੋਸੀਏਸ਼ਨ ਨੇ ਆਪਣਾ ਅੰਦੋਲਨ ਕੀਤਾ ਖਤਮ — [45, 170, 900, 211]
facebook-label: Page3news — [799, 67, 854, 78]
article2-column — [50, 704, 182, 1016]
paragraph: ਵੀ ਕਿਹਾ ਗਿਆ ਹੈ, ਨਤੀਜੇ ਵਜੋਂ, ਇਹ ਹਦਾਇਤ ਕੀਤੀ ਜਾਂਦੀ ਹੈ ਕਿ ਗ੍ਰਾਮ ਪੰਚਾਇਤ ਜਗਤਪੁਰਾ, ਤਹਿਸੀਲ ਅਤੇ ਜ਼ਿਲ੍ਹਾ ਐਸ.ਏ.ਐਸ. ਨਗਰ (ਮੋਹਾਲੀ) ਦੀਆਂ ਚੋਣਾਂ 15 ਅਕਤੂਬਰ 2024, ਨੂੰ ਨਿਰਧਾਰਤ ਪ੍ਰੋਗਰਾਮ ਦੌਰਾਨ ਗ੍ਰਾਮ ਪੰਚਾਇਤ ਦੀਆਂ ਆਮ ਚੋਣਾਂ ਨਹੀਂ ਕਰਵਾਈਆਂ ਜਾਣਗੀਆਂ, ਪਰ ਕਮਿਸ਼ਨ ਦੁਆਰਾ ਵੱਖਰੇ ਤੌਰ 'ਤੇ ਐਸ.ਡੀ.ਐਮ.-ਕਮ-ਚੋਣਕਾਰ ਰਜਿਸਟ੍ਰੇਸ਼ਨ ਅਫ਼ਸਰ, ਐਸ.ਏ.ਐਸ.ਨਗਰ ਦੁਆਰਾ ਉਕਤ ਸ਼ਰਤਾਂ ਪੂਰੀਆਂ ਕਰਨ ਤੋਂ ਬਾਅਦ ਵਿੱਚ ਨਵਾਂ ਚੋਣ ਪ੍ਰੋਗਰਾਮ ਅਧਿਸੂਚਿਤ ਕੀਤਾ ਜਾਵੇਗਾ। ਡਿਪਟੀ ਕਮਿਸ਼ਨਰ-ਕਮ-ਜ਼ਿਲ੍ਹਾ ਚੋਣ ਅਫ਼ਸਰ, ਐਸ.ਏ.ਐਸ. ਨਗਰ (ਮੋਹਾਲੀ) ਗ੍ਰਾਮ ਪੰਚਾਇਤ ਜਗਤਪੁਰਾ ਨਾਲ ਸਬੰਧਤ ਚੋਣ ਪ੍ਰਕਿਰਿਆ ਨੂੰ ਮੁਅੱਤਲ ਕਰਨ ਲਈ ਉਪਰੋਕਤ ਹੁਕਮਾਂ ਅਨੁਸਾਰ ਲੋੜੀਂਦਾ ਤਾਲਮੇਲ ਨੂੰ ਯਕੀਨੀ ਬਣਾਉਣਗੇ, ਜ਼ਿਲ੍ਹਾ ਪ੍ਰਸ਼ਾਸਨ ਵੱਲੋਂ ਗ੍ਰਾਮ ਪੰਚਾਇਤ ਜਗਤਪੁਰਾ ਦੀ ਚੋਣ ਪ੍ਰਕਿਰਿਆ ਨੂੰ ਤੁਰੰਤ ਪ੍ਰਭਾਵ ਨਾਲ ਮੁਅੱਤਲ ਕਰ ਦਿੱਤਾ ਗਿਆ ਹੈ। — [760, 1119, 900, 1389]
article3-column — [620, 704, 752, 1016]
